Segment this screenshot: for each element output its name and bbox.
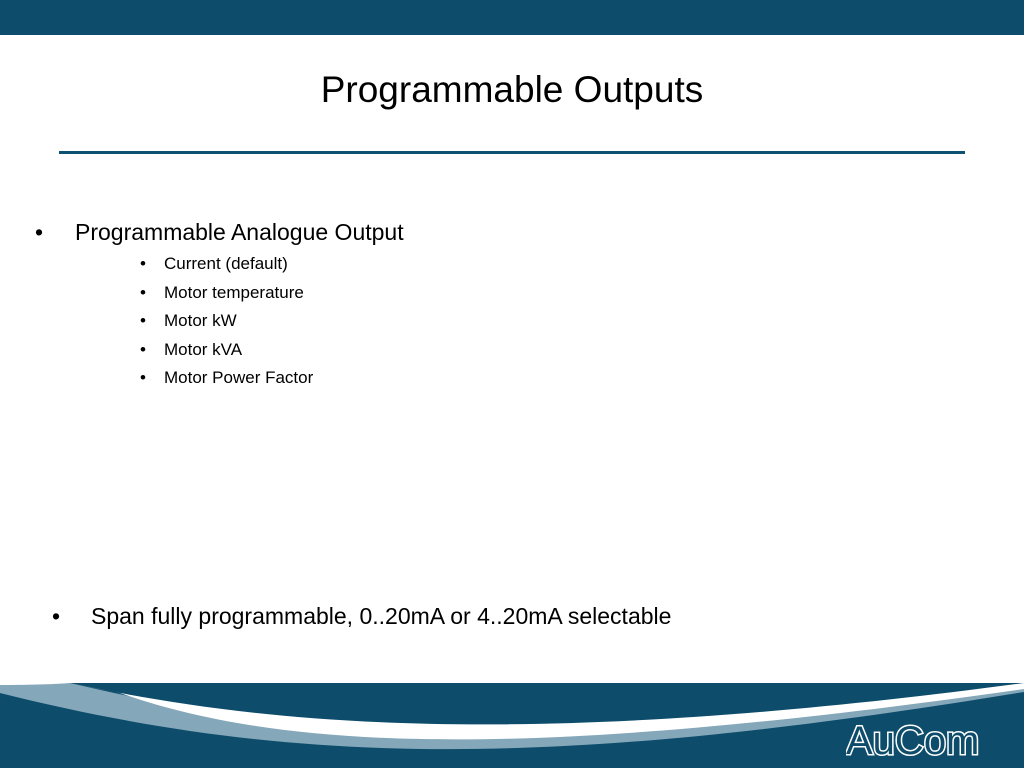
main-bullet-item <box>35 218 404 246</box>
header-bar <box>0 0 1024 35</box>
sub-bullet-item <box>140 338 313 367</box>
sub-bullet-text: Motor temperature <box>164 282 304 302</box>
aucom-logo-icon <box>846 716 1002 760</box>
sub-bullet-list <box>140 252 313 395</box>
logo-text: AuCom <box>846 719 980 760</box>
sub-bullet-item <box>140 309 313 338</box>
bullet-marker: • <box>52 603 61 629</box>
main-bullet-text: Programmable Analogue Output <box>75 219 404 245</box>
sub-bullet-text: Motor kW <box>164 311 237 331</box>
page-title: Programmable Outputs <box>320 69 704 110</box>
bottom-bullet-text: Span fully programmable, 0..20mA or 4..20mA selectable <box>91 603 672 629</box>
sub-bullet-item <box>140 281 313 310</box>
sub-bullet-item <box>140 366 313 395</box>
sub-bullet-text: Motor Power Factor <box>164 368 314 388</box>
sub-bullet-item <box>140 252 313 281</box>
bullet-marker: • <box>140 282 146 302</box>
header-bar-fill <box>0 0 1024 35</box>
bullet-marker: • <box>35 219 44 245</box>
sub-bullet-text: Current (default) <box>164 254 288 273</box>
bullet-marker: • <box>140 254 146 273</box>
title-divider <box>59 151 965 154</box>
bullet-marker: • <box>140 339 146 359</box>
bullet-marker: • <box>140 311 146 331</box>
bottom-bullet-item <box>52 602 671 630</box>
bullet-marker: • <box>140 368 146 388</box>
sub-bullet-text: Motor kVA <box>164 339 243 359</box>
